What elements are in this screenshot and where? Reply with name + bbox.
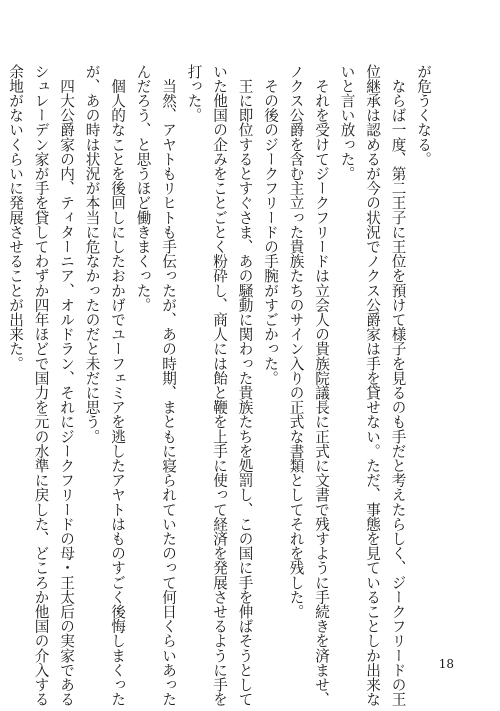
text-line-13: 個人的なことを後回しにしたおかげでユーフェミアを逃したアヤトはものすごく後悔しまくった <box>109 64 126 707</box>
text-line-6: ノクス公爵を含む主立った貴族たちのサイン入りの正式な書類としてそれを残した。 <box>287 64 305 619</box>
text-line-10: 打った。 <box>185 64 203 123</box>
text-line-1: が危うくなる。 <box>415 64 432 167</box>
text-line-2: ならば一度、第二王子に王位を預けて様子を見るのも手だと考えたらしく、ジークフリードの王 <box>389 64 407 707</box>
text-line-11: 当然、アヤトもリヒトも手伝ったが、あの時期、まともに寝られていたのって何日くらいあった <box>160 64 177 707</box>
text-line-4: いと言い放った。 <box>338 64 356 181</box>
page-number: 18 <box>438 657 454 671</box>
text-line-5: それを受けてジークフリードは立会人の貴族院議長に正式に文書で残すように手続きを済ませ、 <box>313 64 330 707</box>
text-line-14: が、あの時は状況が本当に危なかったのだと未だに思う。 <box>83 64 101 444</box>
body-text <box>7 64 436 707</box>
text-line-7: その後のジークフリードの手腕がすごかった。 <box>262 64 279 386</box>
text-line-3: 位継承は認めるが今の状況でノクス公爵家は手を貸せない。ただ、事態を見ていることしか出来な <box>364 64 381 707</box>
text-line-17: 余地がないくらいに発展させることが出来た。 <box>7 64 24 371</box>
text-line-15: 四大公爵家の内、ティターニア、オルドラン、それにジークフリードの母・王太后の実家である <box>58 64 75 707</box>
text-line-12: んだろう、と思うほど働きまくった。 <box>134 64 152 313</box>
text-line-8: 王に即位するとすぐさま、あの騒動に関わった貴族たちを処罰し、この国に手を伸ばそうとして <box>236 64 254 707</box>
text-line-16: シュレーデン家が手を貸してわずか四年ほどで国力を元の水準に戻した、どころか他国の介入する <box>32 64 50 707</box>
text-line-9: いた他国の企みをことごとく粉砕し、商人には飴と鞭を上手に使って経済を発展させるように手を <box>211 64 228 707</box>
